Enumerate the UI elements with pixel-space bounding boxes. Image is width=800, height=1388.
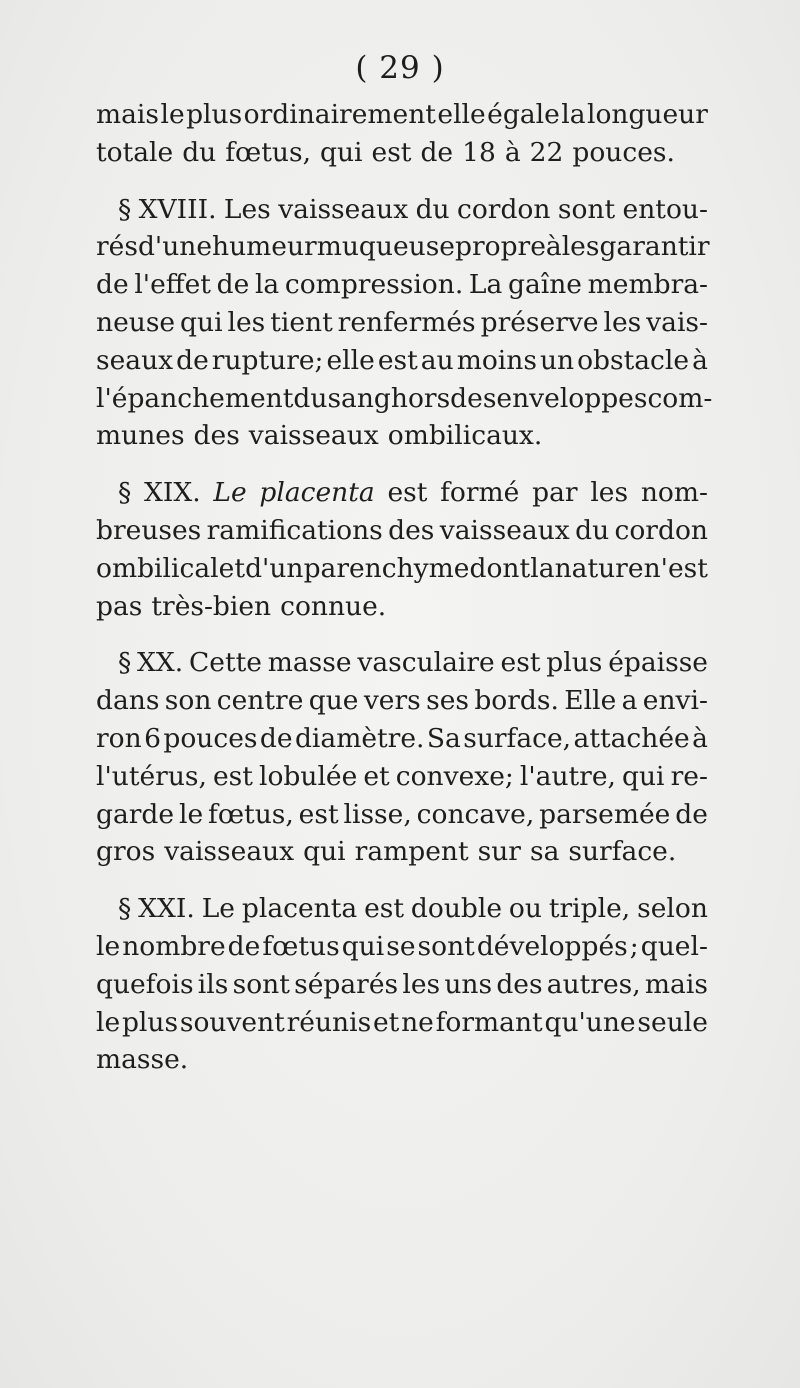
word: pouces.	[572, 136, 675, 168]
paragraph-section-18	[96, 191, 713, 456]
word: des	[388, 514, 435, 546]
word: cordon	[614, 514, 708, 546]
word: 22	[529, 136, 564, 168]
word: la	[561, 99, 586, 130]
word: rampent	[354, 836, 469, 868]
word: placenta	[241, 893, 358, 925]
word: du	[182, 136, 217, 168]
section-number: XVIII.	[138, 193, 217, 225]
word: ordinairement	[243, 99, 436, 130]
word: gaîne	[508, 269, 582, 301]
word: 18	[462, 136, 496, 168]
word: d'un	[245, 552, 304, 584]
word: surface.	[568, 836, 677, 868]
word: pouces	[163, 722, 258, 754]
word: est	[371, 136, 412, 168]
word: de	[675, 798, 708, 830]
word: est	[212, 760, 253, 792]
word: les	[402, 968, 441, 1000]
word: dans	[96, 685, 160, 717]
word: fœtus	[262, 930, 340, 962]
word: neuse	[96, 306, 176, 338]
word: très-bien	[151, 590, 272, 622]
word: fœtus,	[208, 798, 294, 830]
word: gros	[96, 836, 156, 868]
word: du	[293, 382, 328, 414]
word: un	[539, 344, 575, 376]
word: attachée	[573, 722, 690, 754]
text-line	[96, 682, 708, 720]
word: égale	[487, 99, 560, 130]
word: triple,	[548, 893, 631, 925]
word: l'utérus,	[96, 760, 207, 792]
word: compression.	[284, 269, 464, 301]
word: au	[420, 344, 454, 376]
word: Les	[223, 193, 271, 225]
word: renfermés	[337, 306, 476, 338]
word: dont	[469, 552, 531, 584]
word: préserve	[480, 306, 599, 338]
word: n'est	[643, 552, 708, 584]
word: qui	[622, 760, 665, 792]
word: l'autre,	[519, 760, 616, 792]
word: du	[415, 193, 450, 225]
word: concave,	[416, 798, 535, 830]
word: fœtus,	[225, 136, 311, 168]
word: plus	[121, 1006, 179, 1038]
word: vaisseaux	[248, 420, 379, 452]
word: des	[496, 968, 543, 1000]
section-sign: §	[118, 647, 132, 679]
word: rupture;	[211, 344, 324, 376]
word: lisse,	[343, 798, 412, 830]
word: selon	[637, 893, 708, 925]
italic-word: placenta	[259, 477, 375, 509]
word: qui	[320, 136, 363, 168]
word: com-	[647, 382, 713, 414]
word: est	[387, 477, 428, 509]
word: qui	[303, 836, 346, 868]
word: envi-	[642, 685, 708, 717]
word: sa	[529, 836, 560, 868]
word: ramifications	[206, 514, 383, 546]
word: vaisseaux	[439, 514, 570, 546]
text-line	[96, 191, 708, 229]
word: surface,	[463, 722, 572, 754]
word: du	[575, 514, 610, 546]
word: longueur	[586, 99, 708, 130]
word: qui	[341, 930, 385, 962]
word: bords.	[474, 685, 559, 717]
section-number: XXI.	[138, 893, 195, 925]
word: le	[96, 1006, 121, 1038]
word: propre	[454, 231, 546, 263]
word: sont	[232, 968, 290, 1000]
word: les	[590, 477, 629, 509]
word: moins	[456, 344, 537, 376]
word: rés	[96, 231, 138, 263]
word: lobulée	[258, 760, 358, 792]
word: sont	[557, 193, 616, 225]
page-number: ( 29 )	[355, 50, 445, 86]
word: à	[545, 231, 562, 263]
word: Elle	[564, 685, 617, 717]
paragraph-section-19	[96, 474, 708, 625]
word: et	[372, 1006, 400, 1038]
text-line	[96, 228, 708, 266]
text-line	[96, 266, 708, 304]
text-line	[96, 342, 708, 380]
word: des	[193, 420, 240, 452]
text-line	[96, 966, 708, 1004]
word: vaisseaux	[164, 836, 295, 868]
word: autres,	[546, 968, 641, 1000]
paragraph-continuation	[96, 96, 708, 172]
word: de	[96, 269, 129, 301]
word: les	[227, 306, 266, 338]
word: elle	[326, 344, 375, 376]
word: garde	[96, 798, 175, 830]
word: séparés	[294, 968, 399, 1000]
word: Sa	[426, 722, 461, 754]
word: est	[364, 893, 404, 925]
word: seule	[637, 1006, 708, 1038]
word: Cette	[189, 647, 262, 679]
word: à	[692, 722, 708, 754]
italic-word: Le	[213, 477, 247, 509]
word: formant	[435, 1006, 543, 1038]
word: souvent	[179, 1006, 285, 1038]
word: elle	[437, 99, 486, 130]
word: réunis	[286, 1006, 372, 1038]
word: vais-	[646, 306, 708, 338]
word: parenchyme	[303, 552, 470, 584]
word: totale	[96, 136, 174, 168]
word: sont	[417, 930, 475, 962]
text-line	[96, 96, 708, 134]
section-number: XX.	[137, 647, 184, 679]
word: ne	[401, 1006, 434, 1038]
word: double	[410, 893, 503, 925]
text-line	[96, 380, 713, 418]
text-line	[96, 1041, 708, 1079]
word: est	[298, 798, 339, 830]
word: vers	[363, 685, 421, 717]
word: obstacle	[577, 344, 690, 376]
word: la	[254, 269, 280, 301]
word: ;	[629, 930, 639, 962]
word: qu'une	[544, 1006, 636, 1038]
word: les	[561, 231, 600, 263]
word: parsemée	[539, 798, 671, 830]
word: quel-	[640, 930, 708, 962]
word: de	[216, 269, 250, 301]
word: par	[532, 477, 578, 509]
word: à	[504, 136, 521, 168]
section-sign: §	[118, 893, 132, 925]
text-line	[96, 550, 708, 588]
word: munes	[96, 420, 185, 452]
text-line	[96, 833, 708, 871]
text-line	[96, 644, 708, 682]
word: le	[96, 930, 121, 962]
body-text	[96, 96, 713, 1079]
word: tient	[270, 306, 333, 338]
word: l'effet	[134, 269, 211, 301]
word: ils	[197, 968, 229, 1000]
word: convexe;	[395, 760, 514, 792]
word: plus	[546, 647, 603, 679]
paragraph-spacer	[96, 625, 708, 644]
word: nombre	[122, 930, 226, 962]
text-line	[96, 417, 708, 455]
word: le	[160, 99, 185, 130]
word: humeur	[212, 231, 317, 263]
word: enveloppes	[496, 382, 648, 414]
text-line	[96, 1004, 708, 1042]
word: ou	[508, 893, 542, 925]
word: à	[692, 344, 708, 376]
paragraph-spacer	[96, 455, 708, 474]
paragraph-spacer	[96, 871, 708, 890]
word: membra-	[587, 269, 708, 301]
word: qui	[180, 306, 223, 338]
word: que	[308, 685, 359, 717]
word: La	[468, 269, 503, 301]
word: formé	[440, 477, 520, 509]
text-line	[96, 890, 708, 928]
word: garantir	[599, 231, 710, 263]
word: se	[386, 930, 416, 962]
word: vaisseaux	[278, 193, 409, 225]
word: l'épanchement	[96, 382, 294, 414]
word: son	[164, 685, 212, 717]
word: et	[363, 760, 390, 792]
section-number: XIX.	[144, 477, 201, 509]
word: ombilical	[96, 552, 219, 584]
word: ron	[96, 722, 142, 754]
word: le	[178, 798, 204, 830]
word: uns	[444, 968, 493, 1000]
text-line	[96, 796, 708, 834]
word: et	[218, 552, 246, 584]
word: mais	[96, 99, 160, 130]
text-line	[96, 758, 708, 796]
word: des	[450, 382, 497, 414]
word: vasculaire	[357, 647, 495, 679]
word: centre	[216, 685, 304, 717]
text-line	[96, 928, 708, 966]
word: développés	[476, 930, 628, 962]
text-line	[96, 304, 708, 342]
word: Le	[201, 893, 235, 925]
word: de	[420, 136, 454, 168]
word: breuses	[96, 514, 202, 546]
word: re-	[670, 760, 708, 792]
word: muqueuse	[316, 231, 455, 263]
word: nom-	[640, 477, 708, 509]
word: cordon	[457, 193, 551, 225]
word: diamètre.	[294, 722, 425, 754]
paragraph-section-21	[96, 890, 708, 1079]
word: seaux	[96, 344, 174, 376]
word: de	[176, 344, 209, 376]
word: de	[227, 930, 261, 962]
word: sang	[327, 382, 391, 414]
word: de	[259, 722, 293, 754]
word: masse.	[96, 1044, 189, 1076]
word: les	[603, 306, 642, 338]
word: d'une	[137, 231, 213, 263]
section-sign: §	[118, 193, 132, 225]
paragraph-spacer	[96, 172, 708, 191]
word: hors	[390, 382, 451, 414]
paragraph-section-20	[96, 644, 708, 871]
word: est	[377, 344, 418, 376]
text-line	[96, 512, 708, 550]
word: ombilicaux.	[387, 420, 543, 452]
word: 6	[144, 722, 161, 754]
section-sign: §	[118, 477, 132, 509]
word: épaisse	[608, 647, 708, 679]
word: ses	[426, 685, 469, 717]
word: pas	[96, 590, 143, 622]
word: masse	[267, 647, 352, 679]
word: entou-	[622, 193, 708, 225]
text-line	[96, 474, 708, 512]
word: mais	[644, 968, 708, 1000]
text-line	[96, 720, 708, 758]
word: plus	[186, 99, 243, 130]
text-line	[96, 134, 708, 172]
word: est	[500, 647, 541, 679]
text-line	[96, 588, 708, 626]
word: nature	[554, 552, 644, 584]
word: quefois	[96, 968, 194, 1000]
word: a	[621, 685, 638, 717]
word: la	[530, 552, 555, 584]
word: sur	[477, 836, 521, 868]
word: connue.	[280, 590, 387, 622]
